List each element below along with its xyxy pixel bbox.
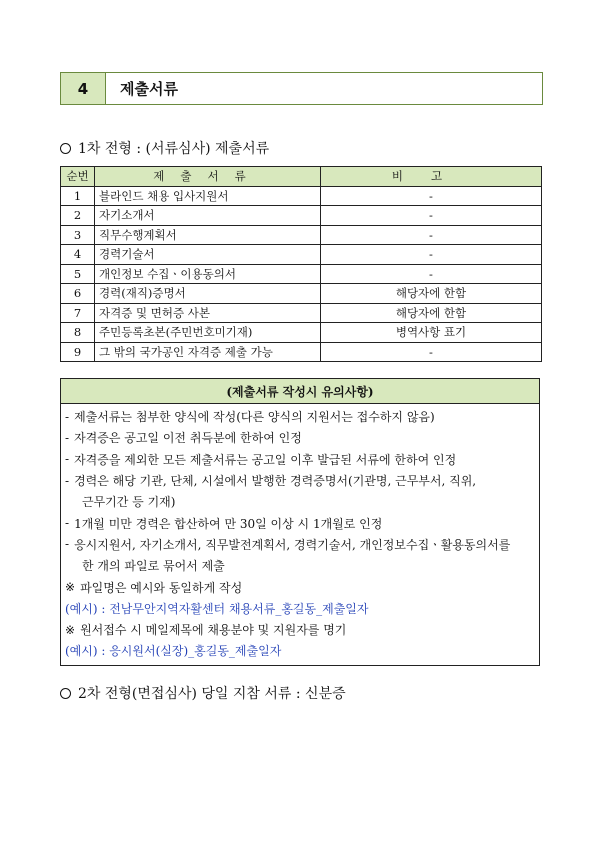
row-note: - — [321, 342, 542, 362]
header-note: 비고 — [321, 167, 542, 187]
row-note: - — [321, 206, 542, 226]
row-no: 9 — [61, 342, 95, 362]
row-no: 6 — [61, 284, 95, 304]
table-row — [61, 186, 542, 206]
row-note: - — [321, 186, 542, 206]
note-example — [65, 598, 535, 619]
heading-second-round-text: 2차 전형(면접심사) 당일 지참 서류 : 신분증 — [78, 686, 346, 702]
row-name: 주민등록초본(주민번호미기재) — [95, 323, 321, 343]
row-name: 경력(재직)증명서 — [95, 284, 321, 304]
header-no: 순번 — [61, 167, 95, 187]
table-header-row — [61, 167, 542, 187]
row-name: 자기소개서 — [95, 206, 321, 226]
note-text: 파일명은 예시와 동일하게 작성 — [80, 580, 243, 595]
note-text: 자격증을 제외한 모든 제출서류는 공고일 이후 발급된 서류에 한하여 인정 — [74, 452, 457, 467]
table-row — [61, 284, 542, 304]
row-note: - — [321, 264, 542, 284]
circle-bullet-icon — [60, 143, 71, 154]
note-text: 근무기간 등 기재) — [82, 495, 176, 510]
row-name: 경력기술서 — [95, 245, 321, 265]
notes-body — [61, 404, 539, 665]
table-row — [61, 245, 542, 265]
note-line — [65, 619, 535, 640]
table-row — [61, 342, 542, 362]
note-line — [65, 491, 535, 512]
note-text: 응시지원서, 자기소개서, 직무발전계획서, 경력기술서, 개인정보수집ㆍ활용동의서를 — [74, 537, 511, 552]
documents-table — [60, 166, 542, 362]
header-name: 제출서류 — [95, 167, 321, 187]
table-row — [61, 323, 542, 343]
note-line — [65, 534, 535, 555]
row-no: 5 — [61, 264, 95, 284]
notes-box — [60, 378, 540, 666]
table-row — [61, 264, 542, 284]
note-line — [65, 406, 535, 427]
row-no: 8 — [61, 323, 95, 343]
section-number: 4 — [61, 73, 106, 104]
note-line — [65, 576, 535, 597]
note-line — [65, 512, 535, 533]
heading-first-round-text: 1차 전형 : (서류심사) 제출서류 — [78, 141, 270, 157]
note-prefix: - — [65, 430, 70, 445]
row-note: 해당자에 한함 — [321, 303, 542, 323]
row-no: 1 — [61, 186, 95, 206]
section-title: 제출서류 — [120, 80, 178, 98]
note-text: (예시) : 전남무안지역자활센터 채용서류_홍길동_제출일자 — [65, 601, 369, 616]
table-row — [61, 206, 542, 226]
note-text: (예시) : 응시원서(실장)_홍길동_제출일자 — [65, 644, 282, 659]
row-note: 병역사항 표기 — [321, 323, 542, 343]
section-header — [60, 72, 543, 105]
row-name: 자격증 및 면허증 사본 — [95, 303, 321, 323]
note-text: 경력은 해당 기관, 단체, 시설에서 발행한 경력증명서(기관명, 근무부서, 직위, — [74, 474, 477, 489]
row-name: 개인정보 수집ㆍ이용동의서 — [95, 264, 321, 284]
note-text: 한 개의 파일로 묶어서 제출 — [82, 559, 225, 574]
row-no: 2 — [61, 206, 95, 226]
note-text: 제출서류는 첨부한 양식에 작성(다른 양식의 지원서는 접수하지 않음) — [74, 410, 435, 425]
notes-title: (제출서류 작성시 유의사항) — [61, 379, 539, 404]
note-prefix: - — [65, 452, 70, 467]
note-prefix: - — [65, 473, 70, 488]
note-prefix: ※ — [65, 622, 76, 637]
note-prefix: - — [65, 409, 70, 424]
row-note: 해당자에 한함 — [321, 284, 542, 304]
note-line — [65, 449, 535, 470]
note-text: 1개월 미만 경력은 합산하여 만 30일 이상 시 1개월로 인정 — [74, 516, 383, 531]
row-name: 그 밖의 국가공인 자격증 제출 가능 — [95, 342, 321, 362]
note-prefix: - — [65, 516, 70, 531]
row-no: 3 — [61, 225, 95, 245]
note-example — [65, 640, 535, 661]
row-name: 직무수행계획서 — [95, 225, 321, 245]
table-row — [61, 303, 542, 323]
note-line — [65, 470, 535, 491]
note-text: 자격증은 공고일 이전 취득분에 한하여 인정 — [74, 431, 302, 446]
table-row — [61, 225, 542, 245]
note-line — [65, 555, 535, 576]
row-no: 7 — [61, 303, 95, 323]
row-note: - — [321, 245, 542, 265]
row-note: - — [321, 225, 542, 245]
note-line — [65, 427, 535, 448]
circle-bullet-icon — [60, 688, 71, 699]
heading-first-round — [60, 138, 269, 158]
heading-second-round — [60, 683, 346, 703]
note-prefix: ※ — [65, 580, 76, 595]
note-text: 원서접수 시 메일제목에 채용분야 및 지원자를 명기 — [80, 623, 347, 638]
row-name: 블라인드 채용 입사지원서 — [95, 186, 321, 206]
note-prefix: - — [65, 537, 70, 552]
row-no: 4 — [61, 245, 95, 265]
